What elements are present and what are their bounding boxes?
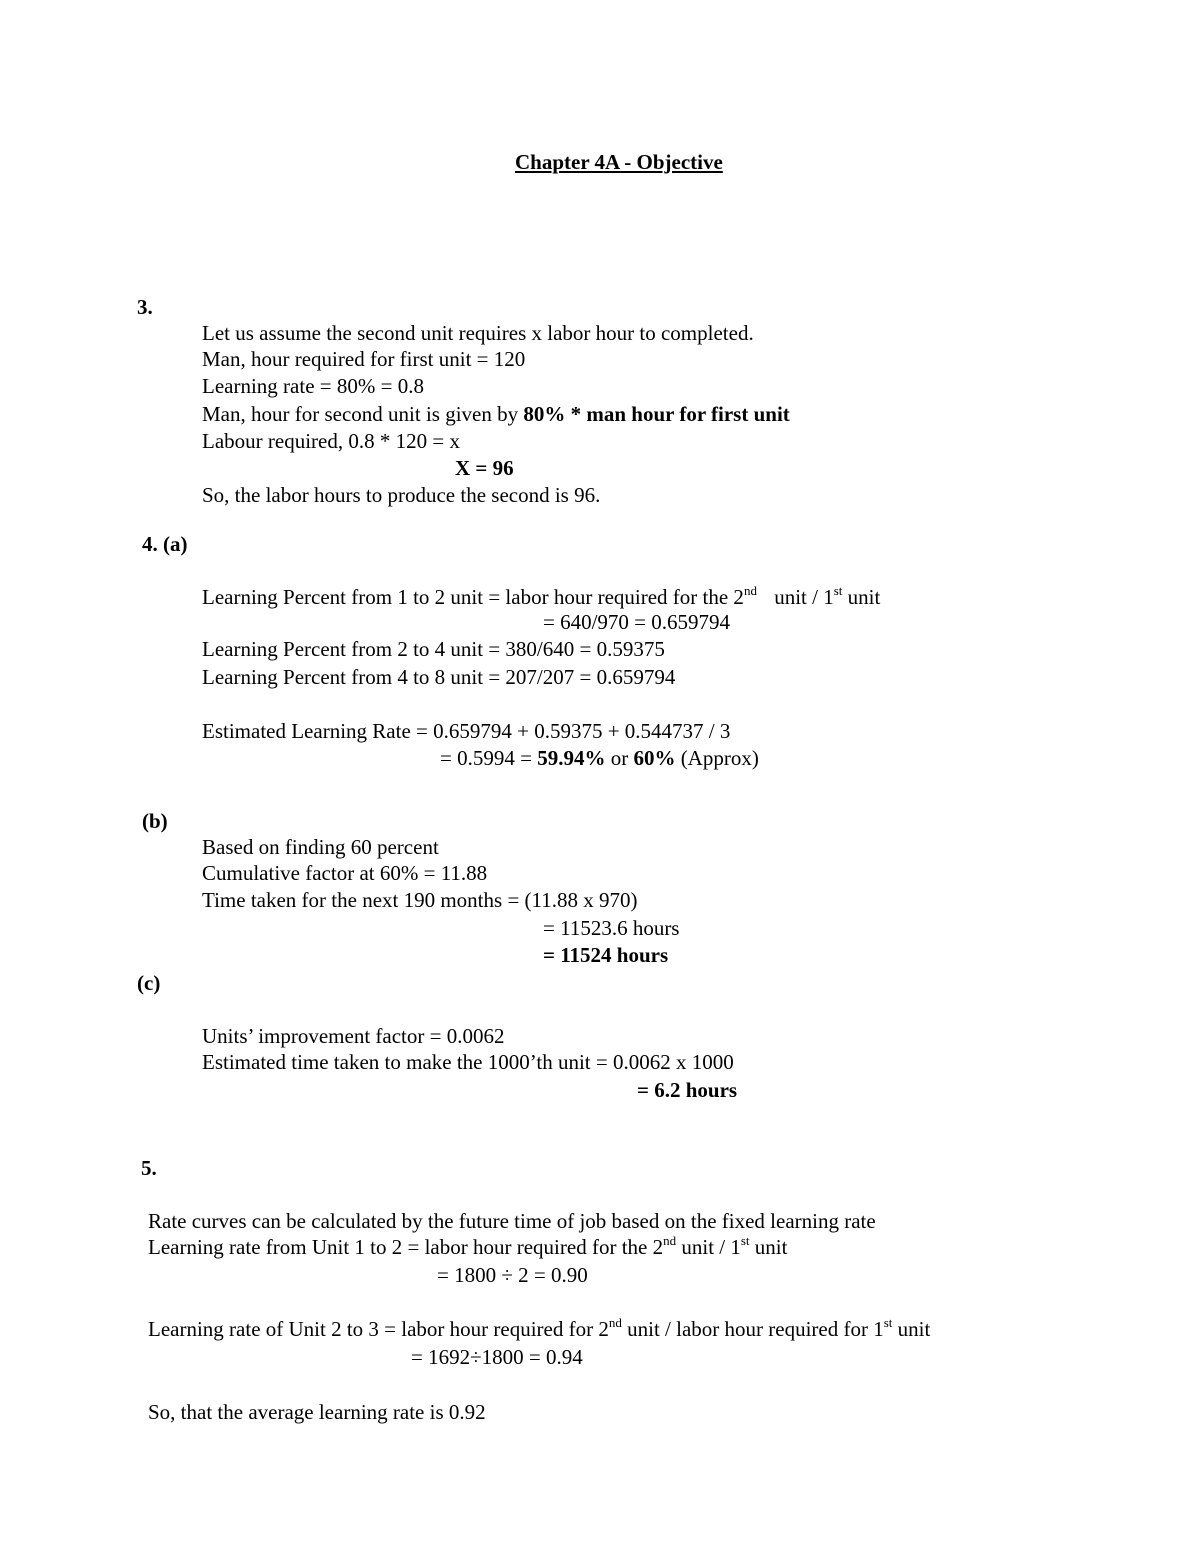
q5-line-4-text: Learning rate of Unit 2 to 3 = labor hour required for 2	[148, 1317, 609, 1341]
question-5-number: 5.	[141, 1156, 157, 1180]
q5-line-2-sup-2: st	[740, 1233, 750, 1248]
q3-line-1: Let us assume the second unit requires x labor hour to completed.	[202, 321, 754, 345]
q5-line-4-sup-1: nd	[608, 1315, 622, 1330]
q5-line-2-sup-1: nd	[663, 1233, 677, 1248]
q4b-line-1: Based on finding 60 percent	[202, 835, 439, 859]
q4a-line-3: Learning Percent from 2 to 4 unit = 380/640 = 0.59375	[202, 637, 665, 661]
q4a-line-6-percent: 59.94%	[537, 746, 606, 770]
page-title: Chapter 4A - Objective	[515, 150, 723, 174]
q3-line-3: Learning rate = 80% = 0.8	[202, 374, 424, 398]
q4a-line-1-text: Learning Percent from 1 to 2 unit = labor hour required for the 2	[202, 585, 744, 609]
q3-conclusion: So, the labor hours to produce the second is 96.	[202, 483, 601, 507]
q4a-line-1-sup-1: nd	[743, 583, 757, 598]
q5-conclusion: So, that the average learning rate is 0.92	[148, 1400, 486, 1424]
question-4b-label: (b)	[142, 809, 168, 833]
q3-line-4-text: Man, hour for second unit is given by	[202, 402, 524, 426]
q4c-line-2: Estimated time taken to make the 1000’th unit = 0.0062 x 1000	[202, 1050, 734, 1074]
q5-line-4-mid: unit / labor hour required for 1	[621, 1317, 884, 1341]
q5-line-2-mid: unit / 1	[676, 1235, 741, 1259]
q4a-line-2: = 640/970 = 0.659794	[543, 610, 731, 634]
q4b-line-4: = 11523.6 hours	[543, 916, 680, 940]
q4a-line-1-sup-2: st	[833, 583, 843, 598]
q5-line-2-end: unit	[749, 1235, 788, 1259]
q4b-line-3: Time taken for the next 190 months = (11.88 x 970)	[202, 888, 638, 912]
q3-line-4-bold: 80% * man hour for first unit	[523, 402, 790, 426]
q4c-answer: = 6.2 hours	[637, 1078, 738, 1102]
q3-answer: X = 96	[455, 456, 514, 480]
q5-line-2	[148, 1234, 787, 1260]
q4a-line-1-mid: unit / 1	[768, 585, 834, 609]
q3-line-5: Labour required, 0.8 * 120 = x	[202, 429, 460, 453]
q4a-line-1-end: unit	[842, 585, 881, 609]
q5-line-4-end: unit	[892, 1317, 931, 1341]
q4a-line-6	[440, 745, 759, 771]
q4a-line-1	[202, 584, 880, 610]
question-4c-label: (c)	[137, 971, 161, 995]
q4a-line-6-approx: (Approx)	[675, 746, 759, 770]
q5-line-1: Rate curves can be calculated by the future time of job based on the fixed learning rate	[148, 1209, 876, 1233]
q5-line-5: = 1692÷1800 = 0.94	[411, 1345, 583, 1369]
q4a-line-6-or: or	[605, 746, 634, 770]
question-4a-number: 4. (a)	[142, 532, 188, 556]
q4b-answer: = 11524 hours	[543, 943, 669, 967]
q3-line-4	[202, 401, 790, 427]
q5-line-2-text: Learning rate from Unit 1 to 2 = labor hour required for the 2	[148, 1235, 664, 1259]
q5-line-4	[148, 1316, 930, 1342]
q4a-line-6-rounded: 60%	[633, 746, 676, 770]
q4a-line-4: Learning Percent from 4 to 8 unit = 207/207 = 0.659794	[202, 665, 676, 689]
q4c-line-1: Units’ improvement factor = 0.0062	[202, 1024, 505, 1048]
q4a-line-5: Estimated Learning Rate = 0.659794 + 0.59375 + 0.544737 / 3	[202, 719, 731, 743]
q4a-line-6-text: = 0.5994 =	[440, 746, 538, 770]
q5-line-4-sup-2: st	[883, 1315, 893, 1330]
q4b-line-2: Cumulative factor at 60% = 11.88	[202, 861, 488, 885]
q3-line-2: Man, hour required for first unit = 120	[202, 347, 526, 371]
q5-line-3: = 1800 ÷ 2 = 0.90	[437, 1263, 588, 1287]
question-3-number: 3.	[137, 295, 153, 319]
